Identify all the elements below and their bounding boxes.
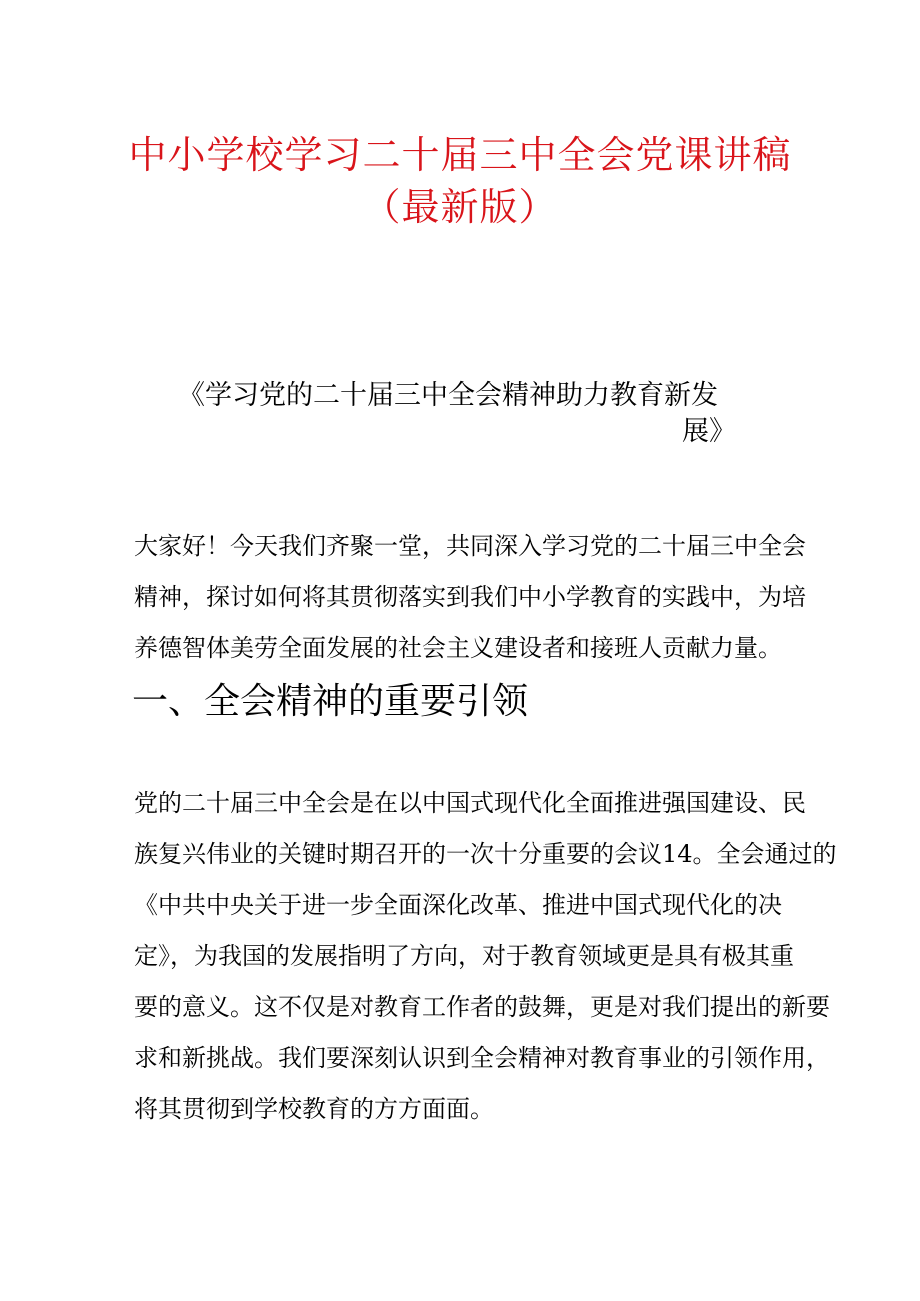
intro-line: 大家好！今天我们齐聚一堂，共同深入学习党的二十届三中全会 [134,532,806,560]
section1-line: 族复兴伟业的关键时期召开的一次十分重要的会议14。全会通过的 [134,840,837,868]
section1-paragraph [134,778,837,1135]
intro-paragraph [134,521,806,674]
intro-line: 养德智体美劳全面发展的社会主义建设者和接班人贡献力量。 [134,634,782,662]
subtitle-line1: 《学习党的二十届三中全会精神助力教育新发 [178,380,718,411]
section1-heading: 一、全会精神的重要引领 [132,681,529,722]
section1-line: 党的二十届三中全会是在以中国式现代化全面推进强国建设、民 [134,789,806,817]
section1-line: 定》，为我国的发展指明了方向，对于教育领域更是具有极其重 [134,942,794,970]
section1-line: 求和新挑战。我们要深刻认识到全会精神对教育事业的引领作用， [134,1044,830,1072]
section1-line: 《中共中央关于进一步全面深化改革、推进中国式现代化的决 [134,891,782,919]
section1-line: 要的意义。这不仅是对教育工作者的鼓舞，更是对我们提出的新要 [134,993,830,1021]
document-title-line2: （最新版） [362,185,558,229]
intro-line: 精神，探讨如何将其贯彻落实到我们中小学教育的实践中，为培 [134,583,806,611]
section1-line: 将其贯彻到学校教育的方方面面。 [134,1095,494,1123]
subtitle-line2: 展》 [682,416,736,447]
document-title-line1: 中小学校学习二十届三中全会党课讲稿 [128,133,792,177]
